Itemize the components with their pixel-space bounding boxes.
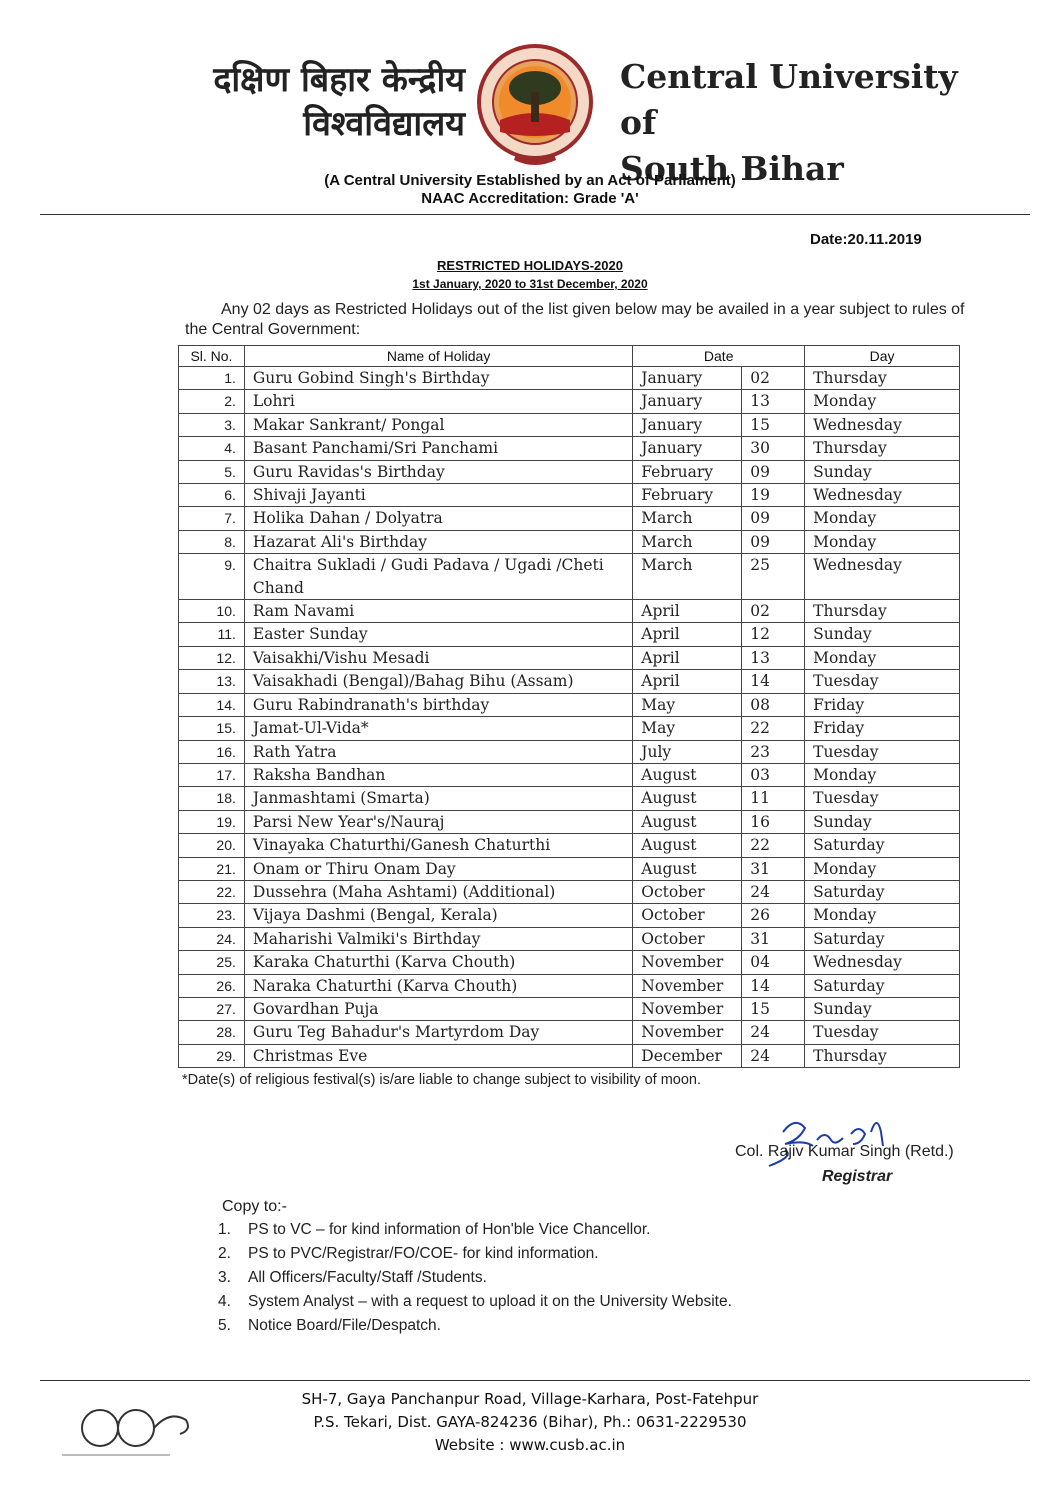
row-sl-no: 25. <box>179 951 245 974</box>
row-sl-no: 22. <box>179 880 245 903</box>
row-holiday-name: Vaisakhi/Vishu Mesadi <box>244 646 632 669</box>
row-day-number: 08 <box>742 693 805 716</box>
table-row <box>179 763 960 786</box>
row-day-number: 04 <box>742 951 805 974</box>
row-month: August <box>633 763 742 786</box>
row-sl-no: 19. <box>179 810 245 833</box>
row-weekday: Thursday <box>805 1044 960 1067</box>
hindi-name-line1: दक्षिण बिहार केन्द्रीय <box>213 60 465 100</box>
row-month: October <box>633 880 742 903</box>
row-sl-no: 6. <box>179 484 245 507</box>
notice-title-block <box>0 257 1060 293</box>
table-row <box>179 484 960 507</box>
row-month: August <box>633 810 742 833</box>
row-day-number: 14 <box>742 670 805 693</box>
copy-to-number: 5. <box>218 1317 231 1334</box>
row-month: May <box>633 717 742 740</box>
row-sl-no: 26. <box>179 974 245 997</box>
swachh-bharat-logo <box>60 1400 200 1470</box>
table-row <box>179 437 960 460</box>
copy-to-item <box>218 1314 732 1338</box>
copy-to-item <box>218 1290 732 1314</box>
table-row <box>179 460 960 483</box>
notice-period: 1st January, 2020 to 31st December, 2020 <box>412 277 648 291</box>
table-row <box>179 623 960 646</box>
row-holiday-name: Jamat-Ul-Vida* <box>244 717 632 740</box>
table-row <box>179 367 960 390</box>
row-holiday-name: Easter Sunday <box>244 623 632 646</box>
document-date: Date:20.11.2019 <box>810 231 922 248</box>
row-holiday-name: Maharishi Valmiki's Birthday <box>244 927 632 950</box>
row-holiday-name: Ram Navami <box>244 600 632 623</box>
copy-to-text: PS to PVC/Registrar/FO/COE- for kind information. <box>248 1245 599 1262</box>
table-row <box>179 787 960 810</box>
row-sl-no: 29. <box>179 1044 245 1067</box>
registrar-name: Col. Rajiv Kumar Singh (Retd.) <box>735 1143 954 1160</box>
row-day-number: 31 <box>742 857 805 880</box>
table-row <box>179 717 960 740</box>
row-holiday-name: Hazarat Ali's Birthday <box>244 530 632 553</box>
row-holiday-name: Vaisakhadi (Bengal)/Bahag Bihu (Assam) <box>244 670 632 693</box>
hindi-name-line2: विश्वविद्यालय <box>303 104 465 144</box>
registrar-signature <box>755 1110 905 1170</box>
row-day-number: 15 <box>742 413 805 436</box>
header-divider <box>40 214 1030 215</box>
footer-divider <box>40 1380 1030 1381</box>
copy-to-text: All Officers/Faculty/Staff /Students. <box>248 1269 487 1286</box>
row-month: February <box>633 460 742 483</box>
row-day-number: 03 <box>742 763 805 786</box>
row-sl-no: 11. <box>179 623 245 646</box>
row-sl-no: 10. <box>179 600 245 623</box>
row-sl-no: 28. <box>179 1021 245 1044</box>
row-month: April <box>633 623 742 646</box>
row-weekday: Wednesday <box>805 484 960 507</box>
row-sl-no: 27. <box>179 997 245 1020</box>
row-sl-no: 5. <box>179 460 245 483</box>
row-day-number: 02 <box>742 367 805 390</box>
row-month: January <box>633 390 742 413</box>
table-header-row <box>179 346 960 367</box>
row-holiday-name: Christmas Eve <box>244 1044 632 1067</box>
row-day-number: 19 <box>742 484 805 507</box>
table-row <box>179 974 960 997</box>
row-weekday: Wednesday <box>805 951 960 974</box>
row-holiday-name: Guru Rabindranath's birthday <box>244 693 632 716</box>
address-line1: SH-7, Gaya Panchanpur Road, Village-Karhara, Post-Fatehpur <box>301 1390 759 1408</box>
copy-to-item <box>218 1266 732 1290</box>
row-weekday: Thursday <box>805 367 960 390</box>
row-month: April <box>633 600 742 623</box>
copy-to-number: 2. <box>218 1245 231 1262</box>
holiday-rows <box>179 367 960 1068</box>
table-row <box>179 927 960 950</box>
copy-to-text: System Analyst – with a request to upload it on the University Website. <box>248 1293 732 1310</box>
table-row <box>179 530 960 553</box>
row-holiday-name: Guru Ravidas's Birthday <box>244 460 632 483</box>
row-weekday: Saturday <box>805 880 960 903</box>
row-weekday: Sunday <box>805 810 960 833</box>
row-weekday: Friday <box>805 693 960 716</box>
header-sl-no: Sl. No. <box>179 346 245 367</box>
row-weekday: Monday <box>805 390 960 413</box>
row-weekday: Sunday <box>805 623 960 646</box>
university-seal-logo <box>470 40 600 170</box>
row-month: December <box>633 1044 742 1067</box>
row-weekday: Monday <box>805 904 960 927</box>
table-row <box>179 857 960 880</box>
row-day-number: 11 <box>742 787 805 810</box>
row-weekday: Tuesday <box>805 740 960 763</box>
row-holiday-name: Makar Sankrant/ Pongal <box>244 413 632 436</box>
footnote: *Date(s) of religious festival(s) is/are liable to change subject to visibility of moon. <box>182 1072 702 1088</box>
row-holiday-name: Dussehra (Maha Ashtami) (Additional) <box>244 880 632 903</box>
row-weekday: Monday <box>805 763 960 786</box>
row-day-number: 24 <box>742 1044 805 1067</box>
website: Website : www.cusb.ac.in <box>434 1436 626 1454</box>
row-sl-no: 16. <box>179 740 245 763</box>
row-sl-no: 20. <box>179 834 245 857</box>
table-row <box>179 1044 960 1067</box>
row-month: November <box>633 974 742 997</box>
row-sl-no: 4. <box>179 437 245 460</box>
row-sl-no: 9. <box>179 554 245 600</box>
table-row <box>179 951 960 974</box>
row-holiday-name: Naraka Chaturthi (Karva Chouth) <box>244 974 632 997</box>
row-sl-no: 13. <box>179 670 245 693</box>
table-row <box>179 693 960 716</box>
row-month: March <box>633 507 742 530</box>
copy-to-item <box>218 1218 732 1242</box>
row-day-number: 26 <box>742 904 805 927</box>
table-row <box>179 600 960 623</box>
row-month: August <box>633 834 742 857</box>
accreditation-note: NAAC Accreditation: Grade 'A' <box>421 190 639 207</box>
registrar-title: Registrar <box>822 1168 893 1185</box>
english-name-line1: Central University of <box>620 57 958 142</box>
row-holiday-name: Janmashtami (Smarta) <box>244 787 632 810</box>
row-sl-no: 14. <box>179 693 245 716</box>
row-sl-no: 15. <box>179 717 245 740</box>
table-row <box>179 740 960 763</box>
table-row <box>179 997 960 1020</box>
table-row <box>179 507 960 530</box>
table-row <box>179 904 960 927</box>
copy-to-number: 1. <box>218 1221 231 1238</box>
row-holiday-name: Raksha Bandhan <box>244 763 632 786</box>
address-line2: P.S. Tekari, Dist. GAYA-824236 (Bihar), Ph.: 0631-2229530 <box>313 1413 747 1431</box>
row-day-number: 23 <box>742 740 805 763</box>
row-sl-no: 1. <box>179 367 245 390</box>
row-month: August <box>633 787 742 810</box>
table-row <box>179 646 960 669</box>
row-sl-no: 18. <box>179 787 245 810</box>
row-day-number: 24 <box>742 880 805 903</box>
header-date: Date <box>633 346 805 367</box>
row-month: April <box>633 646 742 669</box>
row-holiday-name: Guru Teg Bahadur's Martyrdom Day <box>244 1021 632 1044</box>
row-month: October <box>633 927 742 950</box>
row-day-number: 15 <box>742 997 805 1020</box>
notice-title: RESTRICTED HOLIDAYS-2020 <box>437 258 623 273</box>
row-holiday-name: Vijaya Dashmi (Bengal, Kerala) <box>244 904 632 927</box>
row-holiday-name: Guru Gobind Singh's Birthday <box>244 367 632 390</box>
row-weekday: Tuesday <box>805 670 960 693</box>
copy-to-text: PS to VC – for kind information of Hon'ble Vice Chancellor. <box>248 1221 651 1238</box>
table-row <box>179 834 960 857</box>
table-row <box>179 554 960 600</box>
row-weekday: Thursday <box>805 600 960 623</box>
row-weekday: Monday <box>805 507 960 530</box>
row-holiday-name: Basant Panchami/Sri Panchami <box>244 437 632 460</box>
row-holiday-name: Rath Yatra <box>244 740 632 763</box>
copy-to-number: 3. <box>218 1269 231 1286</box>
row-month: October <box>633 904 742 927</box>
row-holiday-name: Lohri <box>244 390 632 413</box>
header-day: Day <box>805 346 960 367</box>
row-day-number: 31 <box>742 927 805 950</box>
row-holiday-name: Parsi New Year's/Nauraj <box>244 810 632 833</box>
row-month: May <box>633 693 742 716</box>
table-row <box>179 810 960 833</box>
english-name-line2: South Bihar <box>620 149 844 188</box>
intro-paragraph: Any 02 days as Restricted Holidays out of the list given below may be availed in a year subject to rules of the Central Government: <box>185 301 965 338</box>
row-weekday: Tuesday <box>805 1021 960 1044</box>
row-sl-no: 7. <box>179 507 245 530</box>
row-weekday: Saturday <box>805 834 960 857</box>
university-name-hindi <box>120 58 465 146</box>
row-weekday: Sunday <box>805 997 960 1020</box>
copy-to-list <box>218 1218 732 1338</box>
row-sl-no: 17. <box>179 763 245 786</box>
header-holiday-name: Name of Holiday <box>244 346 632 367</box>
row-month: November <box>633 951 742 974</box>
row-weekday: Sunday <box>805 460 960 483</box>
table-row <box>179 880 960 903</box>
subtitle <box>0 172 1060 208</box>
table-row <box>179 670 960 693</box>
table-row <box>179 1021 960 1044</box>
row-holiday-name: Govardhan Puja <box>244 997 632 1020</box>
table-row <box>179 413 960 436</box>
row-weekday: Monday <box>805 857 960 880</box>
copy-to-text: Notice Board/File/Despatch. <box>248 1317 441 1334</box>
row-holiday-name: Shivaji Jayanti <box>244 484 632 507</box>
row-sl-no: 24. <box>179 927 245 950</box>
row-sl-no: 2. <box>179 390 245 413</box>
row-month: March <box>633 530 742 553</box>
row-day-number: 14 <box>742 974 805 997</box>
row-holiday-name: Chaitra Sukladi / Gudi Padava / Ugadi /Cheti Chand <box>244 554 632 600</box>
row-day-number: 09 <box>742 507 805 530</box>
row-weekday: Wednesday <box>805 413 960 436</box>
row-month: January <box>633 413 742 436</box>
holidays-table <box>178 345 960 1068</box>
establishment-note: (A Central University Established by an Act of Parliament) <box>324 172 736 189</box>
row-day-number: 22 <box>742 717 805 740</box>
table-row <box>179 390 960 413</box>
row-month: August <box>633 857 742 880</box>
row-day-number: 12 <box>742 623 805 646</box>
row-day-number: 02 <box>742 600 805 623</box>
row-month: November <box>633 997 742 1020</box>
row-holiday-name: Holika Dahan / Dolyatra <box>244 507 632 530</box>
row-weekday: Thursday <box>805 437 960 460</box>
row-weekday: Friday <box>805 717 960 740</box>
row-holiday-name: Onam or Thiru Onam Day <box>244 857 632 880</box>
row-month: July <box>633 740 742 763</box>
row-month: January <box>633 367 742 390</box>
row-month: November <box>633 1021 742 1044</box>
row-sl-no: 3. <box>179 413 245 436</box>
row-sl-no: 8. <box>179 530 245 553</box>
copy-to-number: 4. <box>218 1293 231 1310</box>
row-weekday: Monday <box>805 646 960 669</box>
row-sl-no: 12. <box>179 646 245 669</box>
row-day-number: 09 <box>742 460 805 483</box>
row-day-number: 24 <box>742 1021 805 1044</box>
row-holiday-name: Karaka Chaturthi (Karva Chouth) <box>244 951 632 974</box>
row-day-number: 16 <box>742 810 805 833</box>
row-day-number: 30 <box>742 437 805 460</box>
row-weekday: Saturday <box>805 974 960 997</box>
row-sl-no: 21. <box>179 857 245 880</box>
university-address <box>250 1388 810 1457</box>
row-month: February <box>633 484 742 507</box>
row-holiday-name: Vinayaka Chaturthi/Ganesh Chaturthi <box>244 834 632 857</box>
row-weekday: Wednesday <box>805 554 960 600</box>
row-day-number: 22 <box>742 834 805 857</box>
row-day-number: 25 <box>742 554 805 600</box>
row-month: March <box>633 554 742 600</box>
copy-to-heading: Copy to:- <box>222 1198 287 1215</box>
row-day-number: 09 <box>742 530 805 553</box>
row-weekday: Saturday <box>805 927 960 950</box>
row-weekday: Tuesday <box>805 787 960 810</box>
row-weekday: Monday <box>805 530 960 553</box>
row-month: April <box>633 670 742 693</box>
copy-to-item <box>218 1242 732 1266</box>
row-day-number: 13 <box>742 646 805 669</box>
row-sl-no: 23. <box>179 904 245 927</box>
row-day-number: 13 <box>742 390 805 413</box>
row-month: January <box>633 437 742 460</box>
